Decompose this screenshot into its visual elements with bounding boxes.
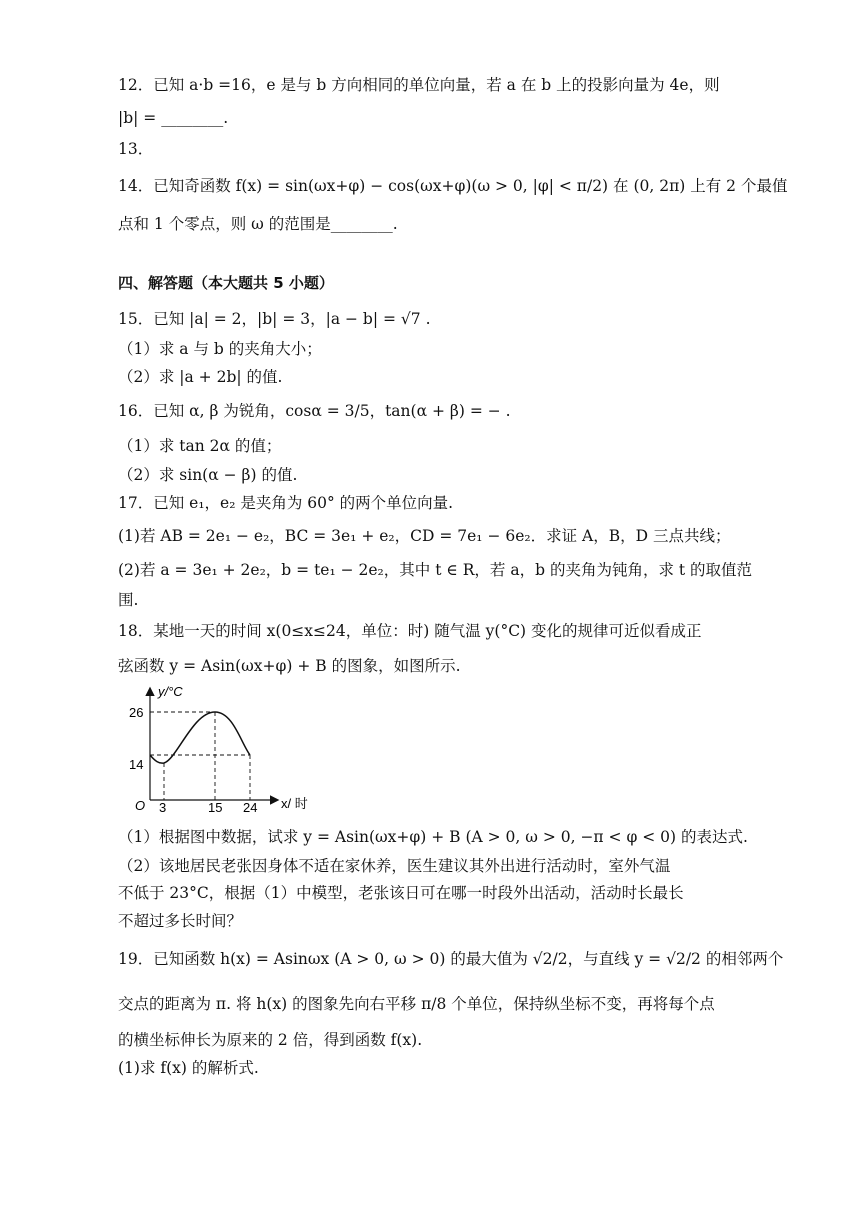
q19-line2: 交点的距离为 π. 将 h(x) 的图象先向右平移 π/8 个单位，保持纵坐标不变，再将每个点 bbox=[118, 995, 715, 1013]
q19-line1: 19．已知函数 h(x) = Asinωx (A > 0, ω > 0) 的最大值为 √2/2，与直线 y = √2/2 的相邻两个 bbox=[118, 950, 784, 968]
y-axis-label: y/°C bbox=[158, 684, 183, 699]
section4-title: 四、解答题（本大题共 5 小题） bbox=[118, 274, 334, 292]
q17-part2b: 围. bbox=[118, 591, 139, 609]
q12-line2: |b| = ________. bbox=[118, 109, 229, 127]
y-tick-14: 14 bbox=[129, 757, 144, 772]
q12-line1: 12．已知 a·b =16，e 是与 b 方向相同的单位向量，若 a 在 b 上的投影向量为 4e，则 bbox=[118, 76, 720, 94]
x-axis-label: x/ 时 bbox=[281, 796, 308, 811]
q14-line1: 14．已知奇函数 f(x) = sin(ωx+φ) − cos(ωx+φ)(ω > 0, |φ| < π/2) 在 (0, 2π) 上有 2 个最值 bbox=[118, 177, 788, 195]
q15-part2: （2）求 |a + 2b| 的值. bbox=[118, 368, 283, 386]
q19-part1: (1)求 f(x) 的解析式. bbox=[118, 1059, 259, 1077]
temperature-graph bbox=[125, 683, 315, 818]
temperature-curve bbox=[150, 712, 250, 763]
q16-line1: 16．已知 α, β 为锐角，cosα = 3/5，tan(α + β) = − . bbox=[118, 402, 511, 420]
q18-line2: 弦函数 y = Asin(ωx+φ) + B 的图象，如图所示. bbox=[118, 657, 461, 675]
q19-line3: 的横坐标伸长为原来的 2 倍，得到函数 f(x). bbox=[118, 1031, 423, 1049]
x-tick-24: 24 bbox=[243, 800, 258, 815]
q15-line1: 15．已知 |a| = 2，|b| = 3，|a − b| = √7 . bbox=[118, 310, 431, 328]
origin-label: O bbox=[135, 798, 146, 813]
x-tick-15: 15 bbox=[208, 800, 223, 815]
q17-part1: (1)若 AB = 2e₁ − e₂，BC = 3e₁ + e₂，CD = 7e₁ − 6e₂．求证 A，B，D 三点共线； bbox=[118, 527, 731, 545]
q18-part2c: 不超过多长时间？ bbox=[118, 912, 243, 930]
q16-part2: （2）求 sin(α − β) 的值. bbox=[118, 466, 298, 484]
q17-part2: (2)若 a = 3e₁ + 2e₂，b = te₁ − 2e₂，其中 t ∈ R，若 a，b 的夹角为钝角，求 t 的取值范 bbox=[118, 561, 753, 579]
q15-part1: （1）求 a 与 b 的夹角大小； bbox=[118, 340, 322, 358]
q18-part2a: （2）该地居民老张因身体不适在家休养，医生建议其外出进行活动时，室外气温 bbox=[118, 857, 671, 875]
q18-part2b: 不低于 23°C，根据（1）中模型，老张该日可在哪一时段外出活动，活动时长最长 bbox=[118, 884, 684, 902]
q18-line1: 18．某地一天的时间 x(0≤x≤24，单位：时) 随气温 y(°C) 变化的规律可近似看成正 bbox=[118, 622, 702, 640]
q14-line2: 点和 1 个零点，则 ω 的范围是________. bbox=[118, 215, 398, 233]
y-tick-26: 26 bbox=[129, 705, 144, 720]
q17-line1: 17．已知 e₁，e₂ 是夹角为 60° 的两个单位向量. bbox=[118, 494, 454, 512]
q18-part1: （1）根据图中数据，试求 y = Asin(ωx+φ) + B (A > 0, ω > 0, −π < φ < 0) 的表达式. bbox=[118, 828, 748, 846]
q13: 13． bbox=[118, 140, 154, 158]
q16-part1: （1）求 tan 2α 的值； bbox=[118, 437, 282, 455]
x-tick-3: 3 bbox=[159, 800, 167, 815]
